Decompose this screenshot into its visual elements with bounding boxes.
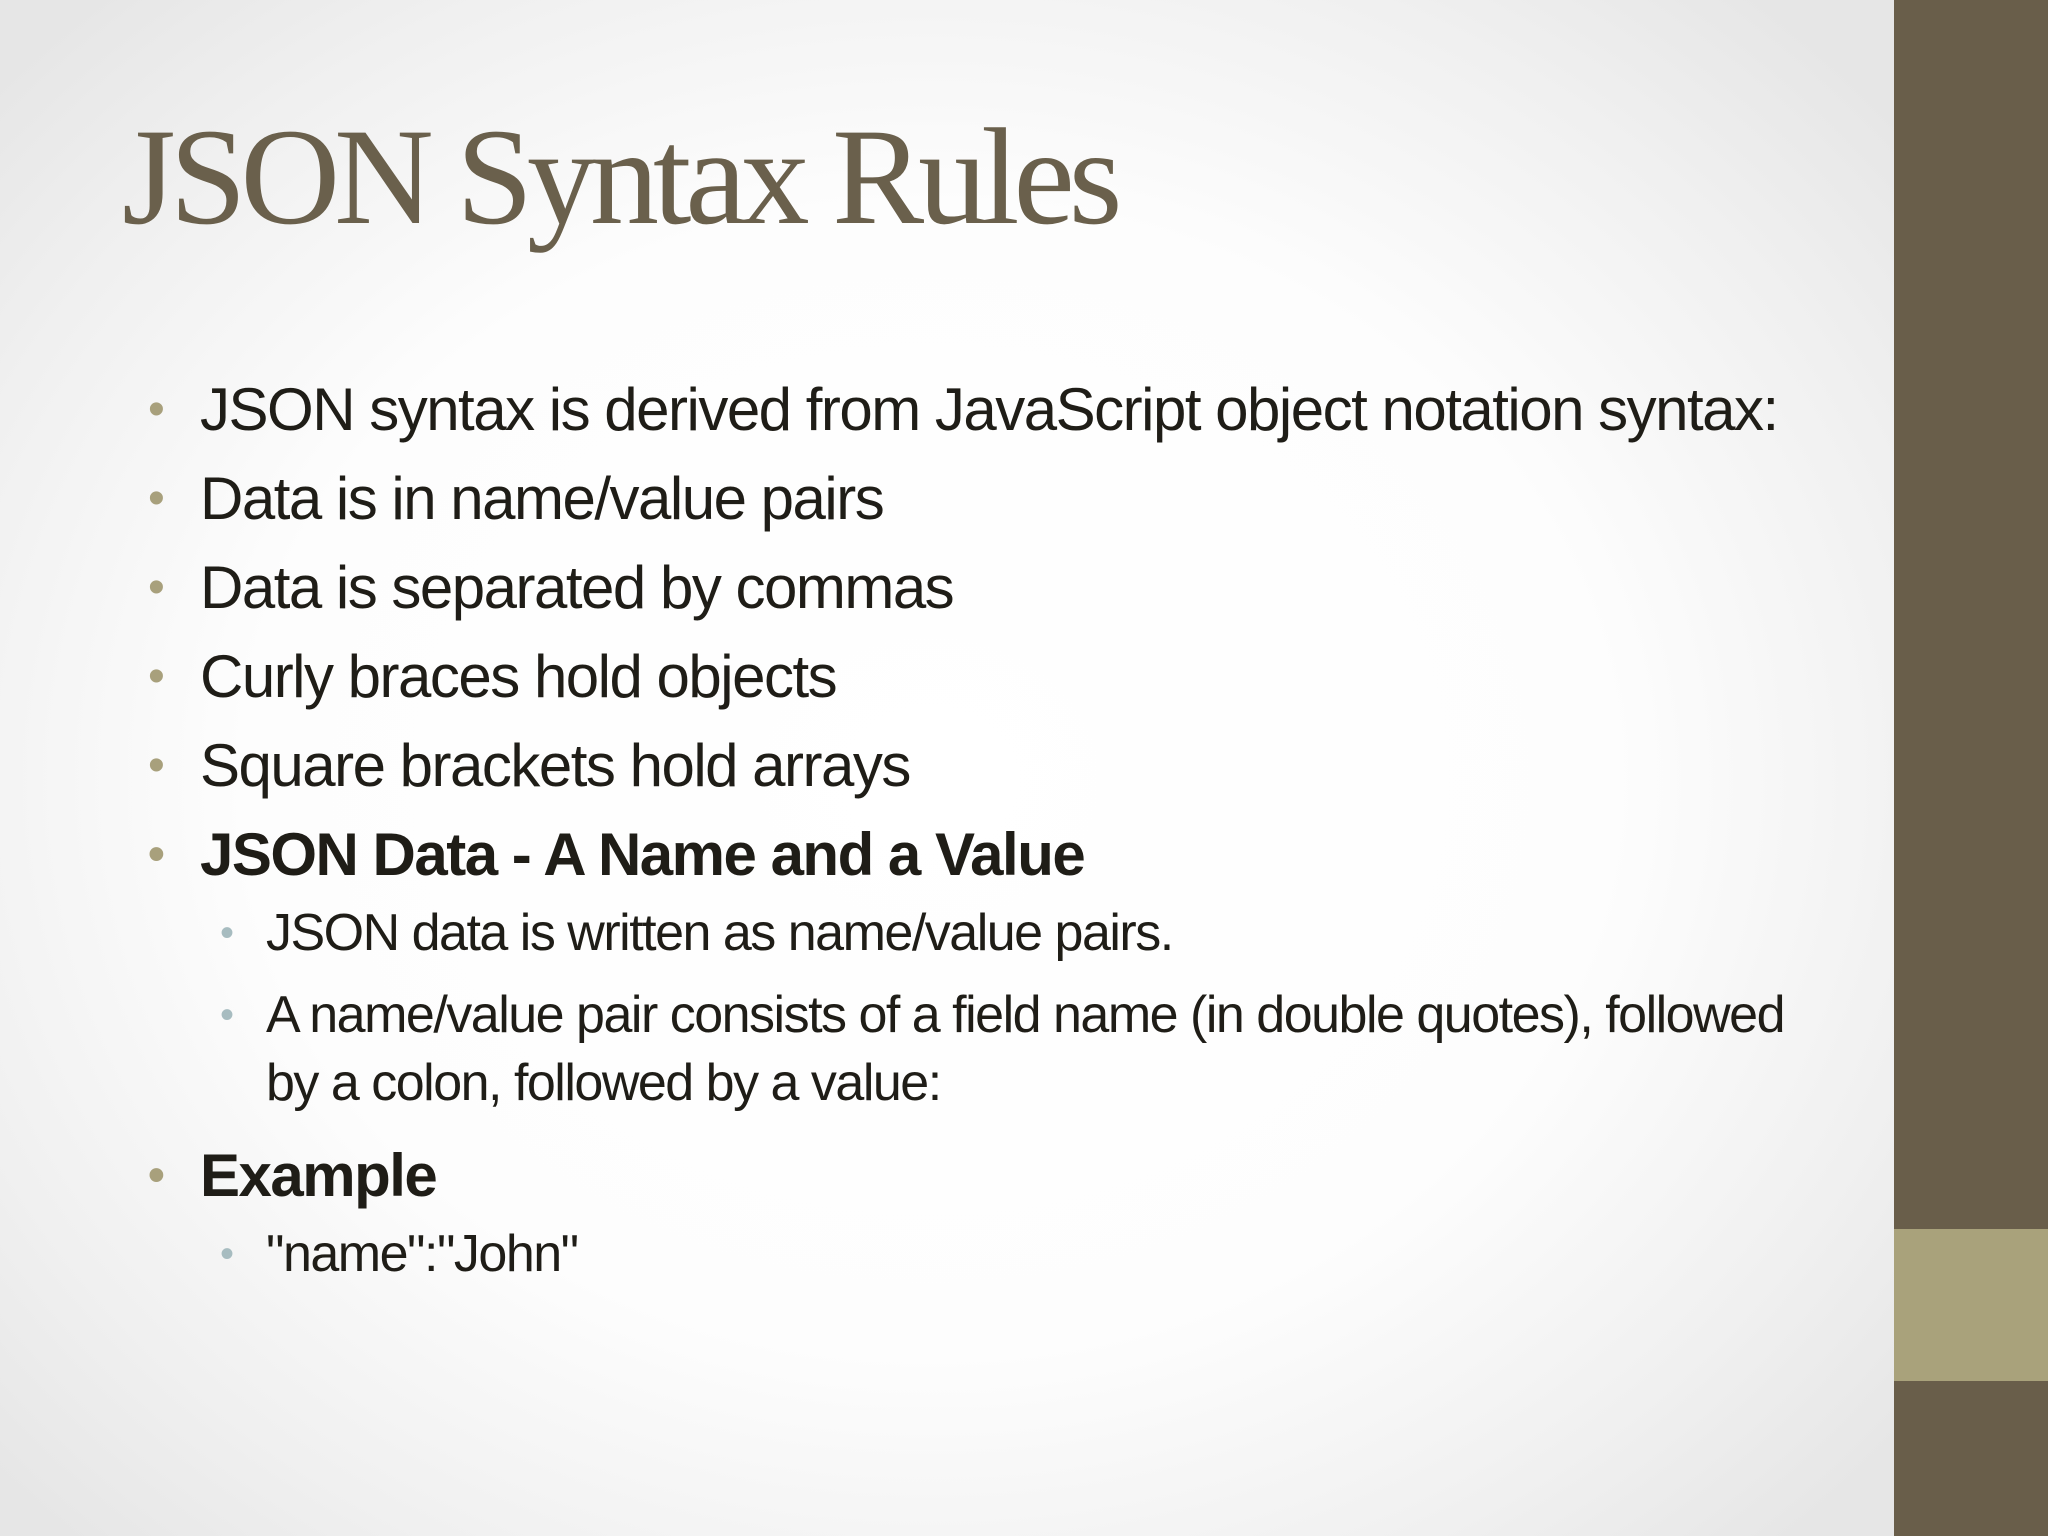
bullet-item: • Data is in name/value pairs (200, 454, 1820, 543)
slide-title: JSON Syntax Rules (122, 100, 1117, 253)
sub-bullet-item-example: • "name":"John" (266, 1220, 1820, 1288)
sub-bullet-item: • A name/value pair consists of a field name (in double quotes), followed by a colon, followed by a value: (266, 981, 1820, 1117)
bullet-item: • Data is separated by commas (200, 543, 1820, 632)
bullet-item: • Square brackets hold arrays (200, 721, 1820, 810)
bullet-item-example-heading: • Example (200, 1131, 1820, 1220)
bullet-list (200, 365, 1820, 1302)
bullet-item: • Curly braces hold objects (200, 632, 1820, 721)
bullet-item: • JSON syntax is derived from JavaScript object notation syntax: (200, 365, 1820, 454)
right-sidebar-accent-block (1894, 1229, 2048, 1381)
bullet-item-json-data-heading: • JSON Data - A Name and a Value (200, 810, 1820, 899)
sub-bullet-item: • JSON data is written as name/value pairs. (266, 899, 1820, 967)
